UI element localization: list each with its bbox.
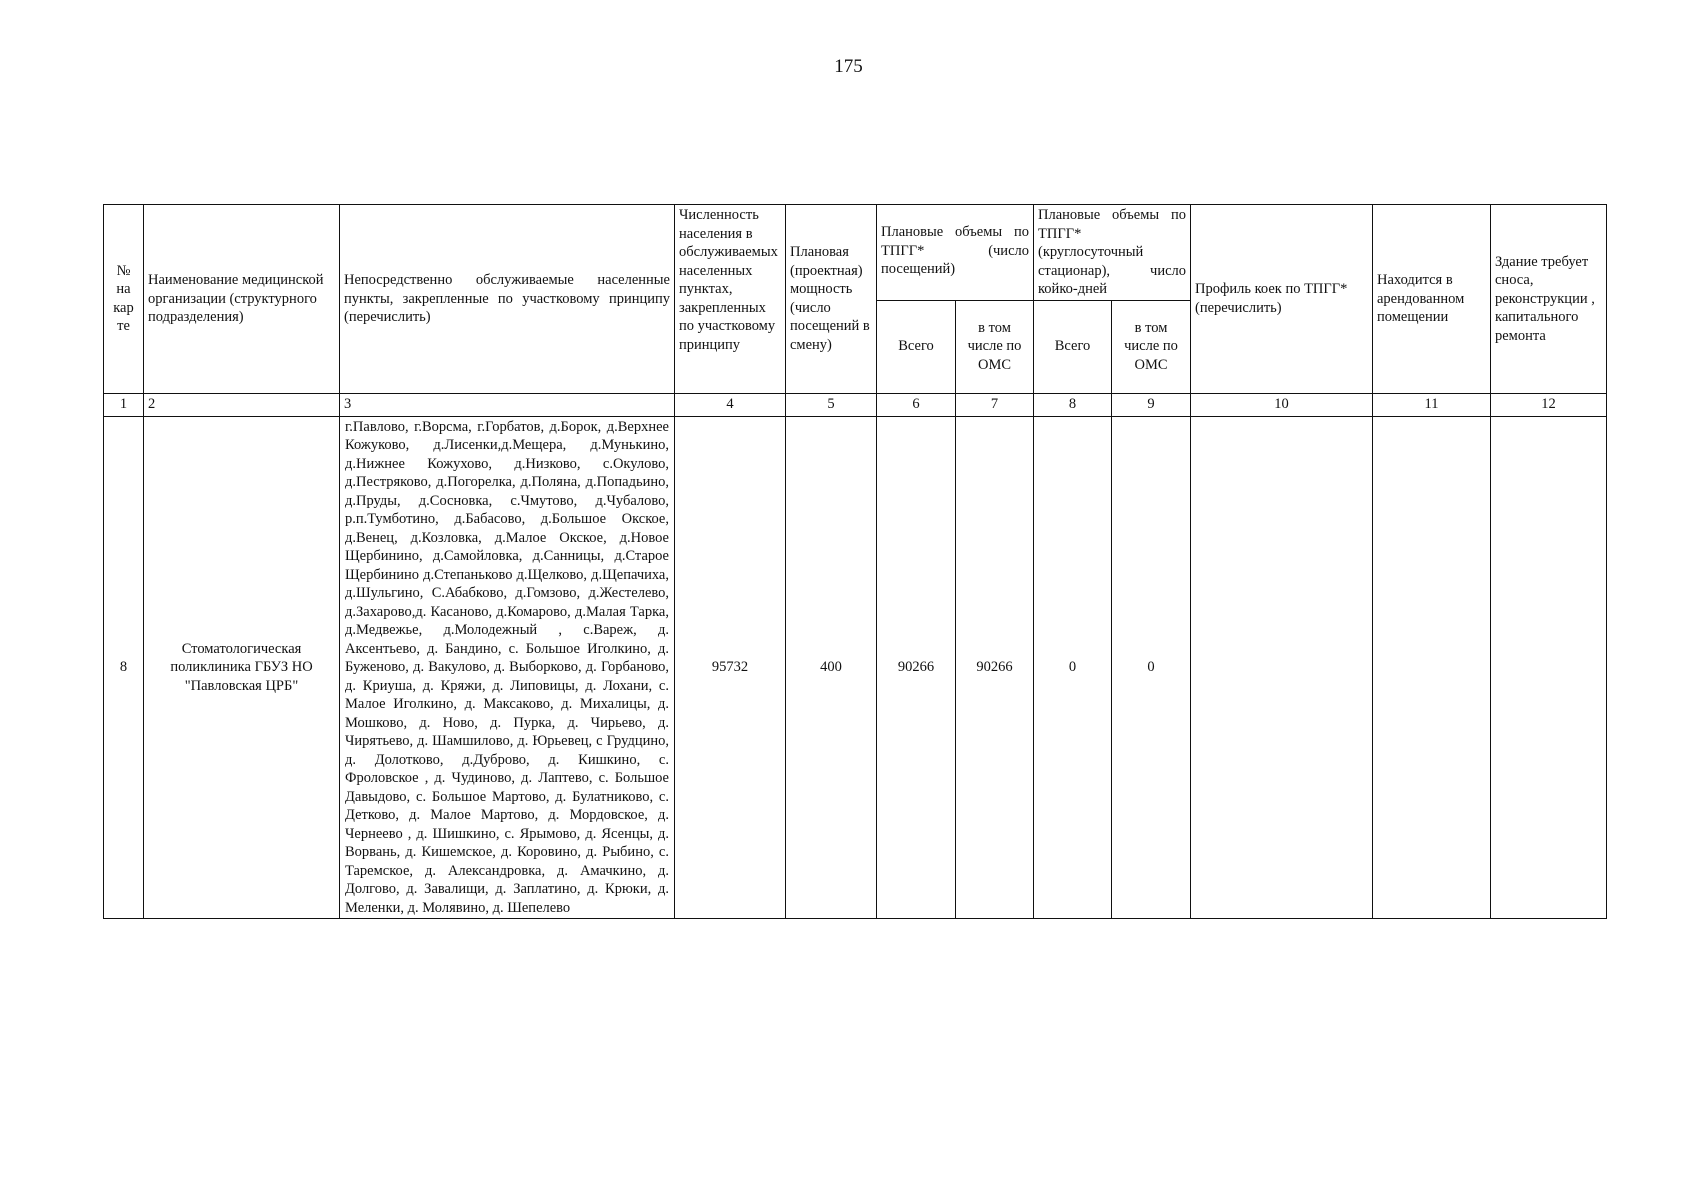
header-col-11: Находится в арендованном помещении [1373,205,1491,394]
column-number: 5 [786,393,877,416]
column-number: 7 [956,393,1034,416]
row-number: 8 [104,416,144,919]
column-number: 11 [1373,393,1491,416]
page-number: 175 [834,56,863,77]
column-number: 3 [340,393,675,416]
served-places-list: г.Павлово, г.Ворсма, г.Горбатов, д.Борок, д.Верхнее Кожуково, д.Лисенки,д.Мещера, д.Мунькино, д.Нижнее Кожухово, д.Низково, с.Окулово, д.Пестряково, д.Погорелка, д.Поляна, д.Попадьино, д.Пруды, д.Сосновка, с.Чмутово, д.Чубалово, р.п.Тумботино, д.Бабасово, д.Большое Окское, д.Венец, д.Козловка, д.Малое Окское, д.Новое Щербинино, д.Самойловка, д.Санницы, д.Старое Щербинино д.Степаньково д.Щелково, д.Щепачиха, д.Шульгино, С.Абабково, д.Гомзово, д.Жестелево, д.Захарово,д. Касаново, д.Комарово, д.Малая Тарка, д.Медвежье, д.Молодежный , с.Вареж, д. Аксентьево, д. Бандино, с. Большое Иголкино, д. Буженово, д. Вакулово, д. Выборково, д. Горбаново, д. Криуша, д. Кряжи, д. Липовицы, д. Лохани, с. Малое Иголкино, д. Максаково, д. Михалицы, д. Мошково, д. Ново, д. Пурка, д. Чирьево, д. Чирятьево, д. Шамшилово, д. Юрьевец, с Грудцино, д. Долотково, д.Дуброво, д. Кишкино, с. Фроловское , д. Чудиново, д. Лаптево, с. Большое Давыдово, с. Большое Мартово, д. Булатниково, с. Детково, д. Малое Мартово, д. Мордовское, д. Чернеево , д. Шишкино, с. Ярымово, д. Ясенцы, д. Ворвань, д. Кишемское, д. Коровино, д. Рыбино, с. Таремское, д. Александровка, д. Амачкино, д. Долгово, д. Завалищи, д. Заплатино, д. Крюки, д. Меленки, д. Молявино, д. Шепелево [340,416,675,919]
facilities-table [103,204,1607,919]
header-col-9: в том числе по ОМС [1112,300,1191,393]
column-number: 12 [1491,393,1607,416]
header-col-1: № на кар те [104,205,144,394]
capacity-value: 400 [786,416,877,919]
header-col-2: Наименование медицинской организации (структурного подразделения) [144,205,340,394]
column-number-row [104,393,1607,416]
header-col-3: Непосредственно обслуживаемые населенные пункты, закрепленные по участковому принципу (перечислить) [340,205,675,394]
visits-total-value: 90266 [877,416,956,919]
table-row [104,416,1607,919]
organization-name: Стоматологическая поликлиника ГБУЗ НО "Павловская ЦРБ" [144,416,340,919]
bed-profile-value [1191,416,1373,919]
column-number: 2 [144,393,340,416]
header-col-6: Всего [877,300,956,393]
header-col-5: Плановая (проектная) мощность (число посещений в смену) [786,205,877,394]
header-col-8: Всего [1034,300,1112,393]
beddays-oms-value: 0 [1112,416,1191,919]
visits-oms-value: 90266 [956,416,1034,919]
header-col-10: Профиль коек по ТПГГ* (перечислить) [1191,205,1373,394]
column-number: 6 [877,393,956,416]
column-number: 4 [675,393,786,416]
column-number: 10 [1191,393,1373,416]
column-number: 8 [1034,393,1112,416]
rented-value [1373,416,1491,919]
building-value [1491,416,1607,919]
column-number: 1 [104,393,144,416]
header-col-6-7: Плановые объемы по ТПГГ* (число посещений) [877,205,1034,301]
column-number: 9 [1112,393,1191,416]
header-col-4: Численность населения в обслуживаемых населенных пунктах, закрепленных по участковому принципу [675,205,786,394]
header-col-7: в том числе по ОМС [956,300,1034,393]
header-col-8-9: Плановые объемы по ТПГГ* (круглосуточный стационар), число койко-дней [1034,205,1191,301]
population-value: 95732 [675,416,786,919]
beddays-total-value: 0 [1034,416,1112,919]
header-col-12: Здание требует сноса, реконструкции , капитального ремонта [1491,205,1607,394]
header-row-1 [104,205,1607,301]
